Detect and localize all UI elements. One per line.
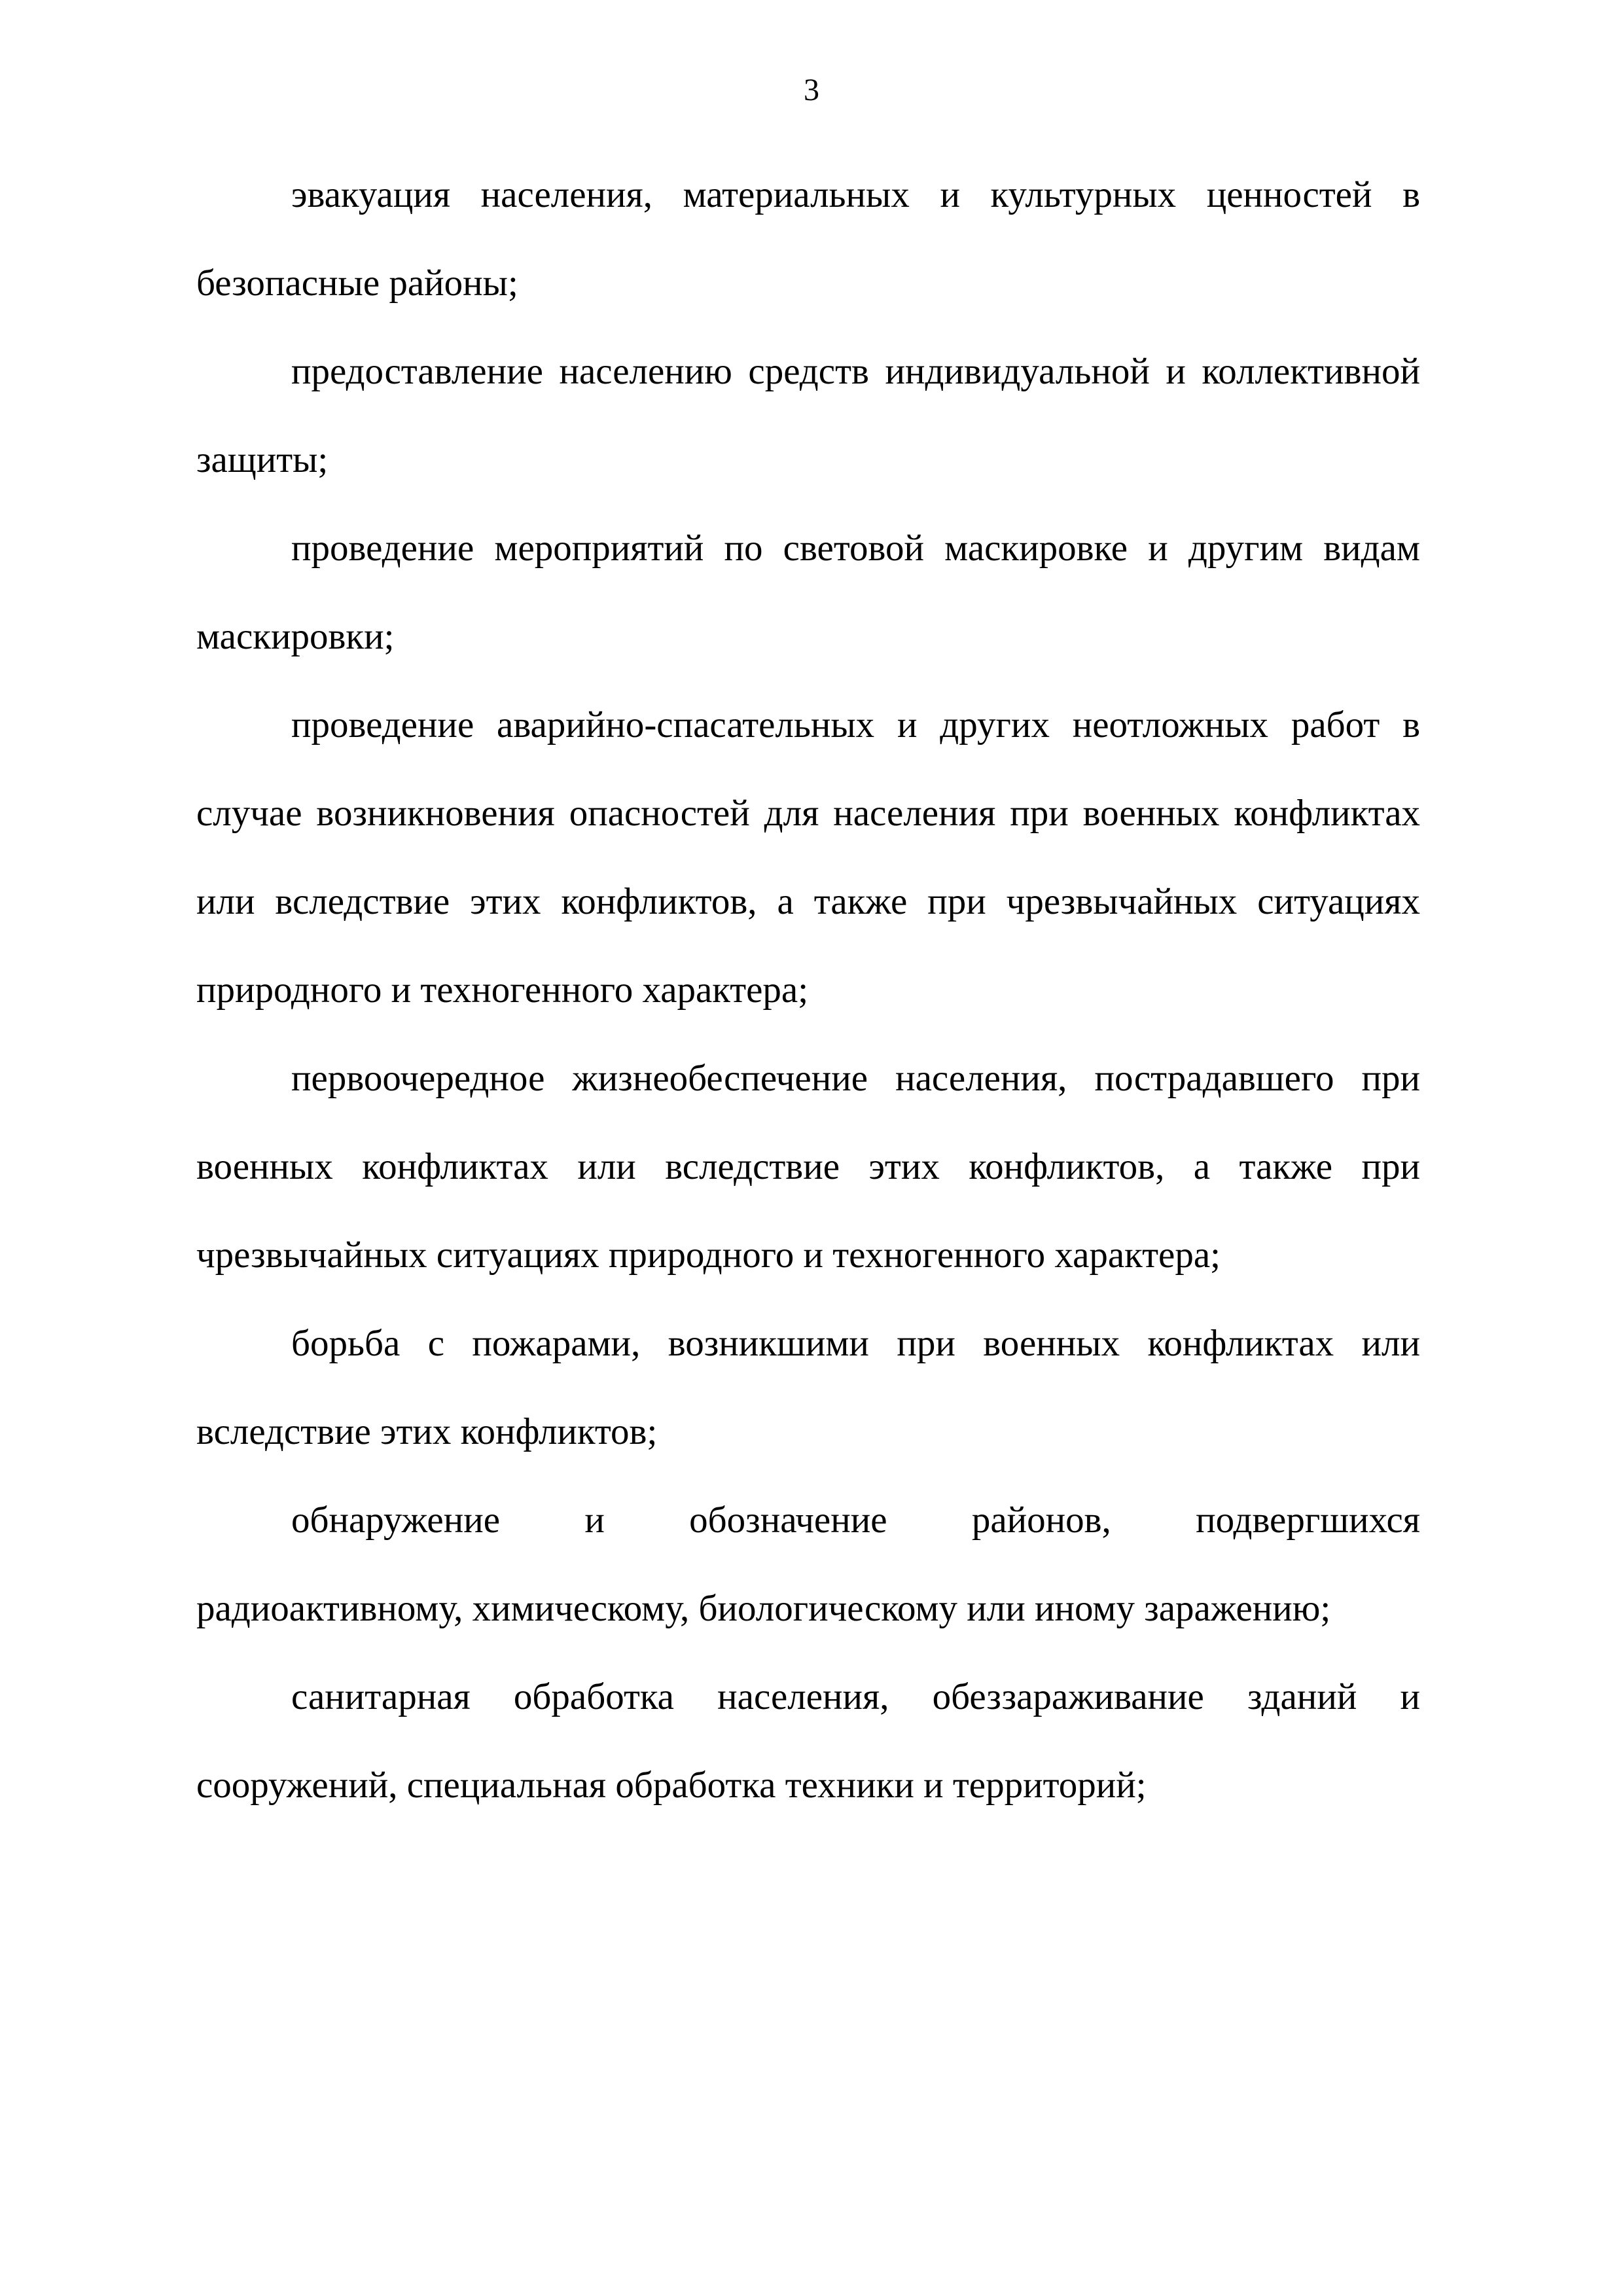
text-line: эвакуация населения, материальных и культурных ценностей в	[291, 174, 1420, 215]
text-line: маскировки;	[196, 616, 395, 657]
text-line: предоставление населению средств индивидуальной и коллективной	[291, 351, 1420, 392]
text-line: природного и техногенного характера;	[196, 969, 809, 1011]
text-line: безопасные районы;	[196, 262, 518, 304]
text-line: борьба с пожарами, возникшими при военных конфликтах или	[291, 1323, 1420, 1364]
text-line: военных конфликтах или вследствие этих конфликтов, а также при	[196, 1146, 1420, 1187]
text-line: радиоактивному, химическому, биологическому или иному заражению;	[196, 1588, 1331, 1629]
document-body-text	[196, 151, 1420, 1829]
text-line: сооружений, специальная обработка техники и территорий;	[196, 1765, 1147, 1806]
text-line: проведение аварийно-спасательных и других неотложных работ в	[291, 704, 1420, 745]
text-line: или вследствие этих конфликтов, а также при чрезвычайных ситуациях	[196, 881, 1420, 922]
text-line: проведение мероприятий по световой маскировке и другим видам	[291, 528, 1420, 569]
text-line: защиты;	[196, 439, 329, 480]
text-line: вследствие этих конфликтов;	[196, 1411, 658, 1452]
text-line: обнаружение и обозначение районов, подвергшихся	[291, 1499, 1420, 1541]
page-number: 3	[804, 73, 819, 107]
text-line: чрезвычайных ситуациях природного и техногенного характера;	[196, 1234, 1221, 1276]
text-line: санитарная обработка населения, обеззараживание зданий и	[291, 1676, 1420, 1717]
text-line: первоочередное жизнеобеспечение населения, пострадавшего при	[291, 1058, 1420, 1099]
text-line: случае возникновения опасностей для населения при военных конфликтах	[196, 793, 1420, 834]
